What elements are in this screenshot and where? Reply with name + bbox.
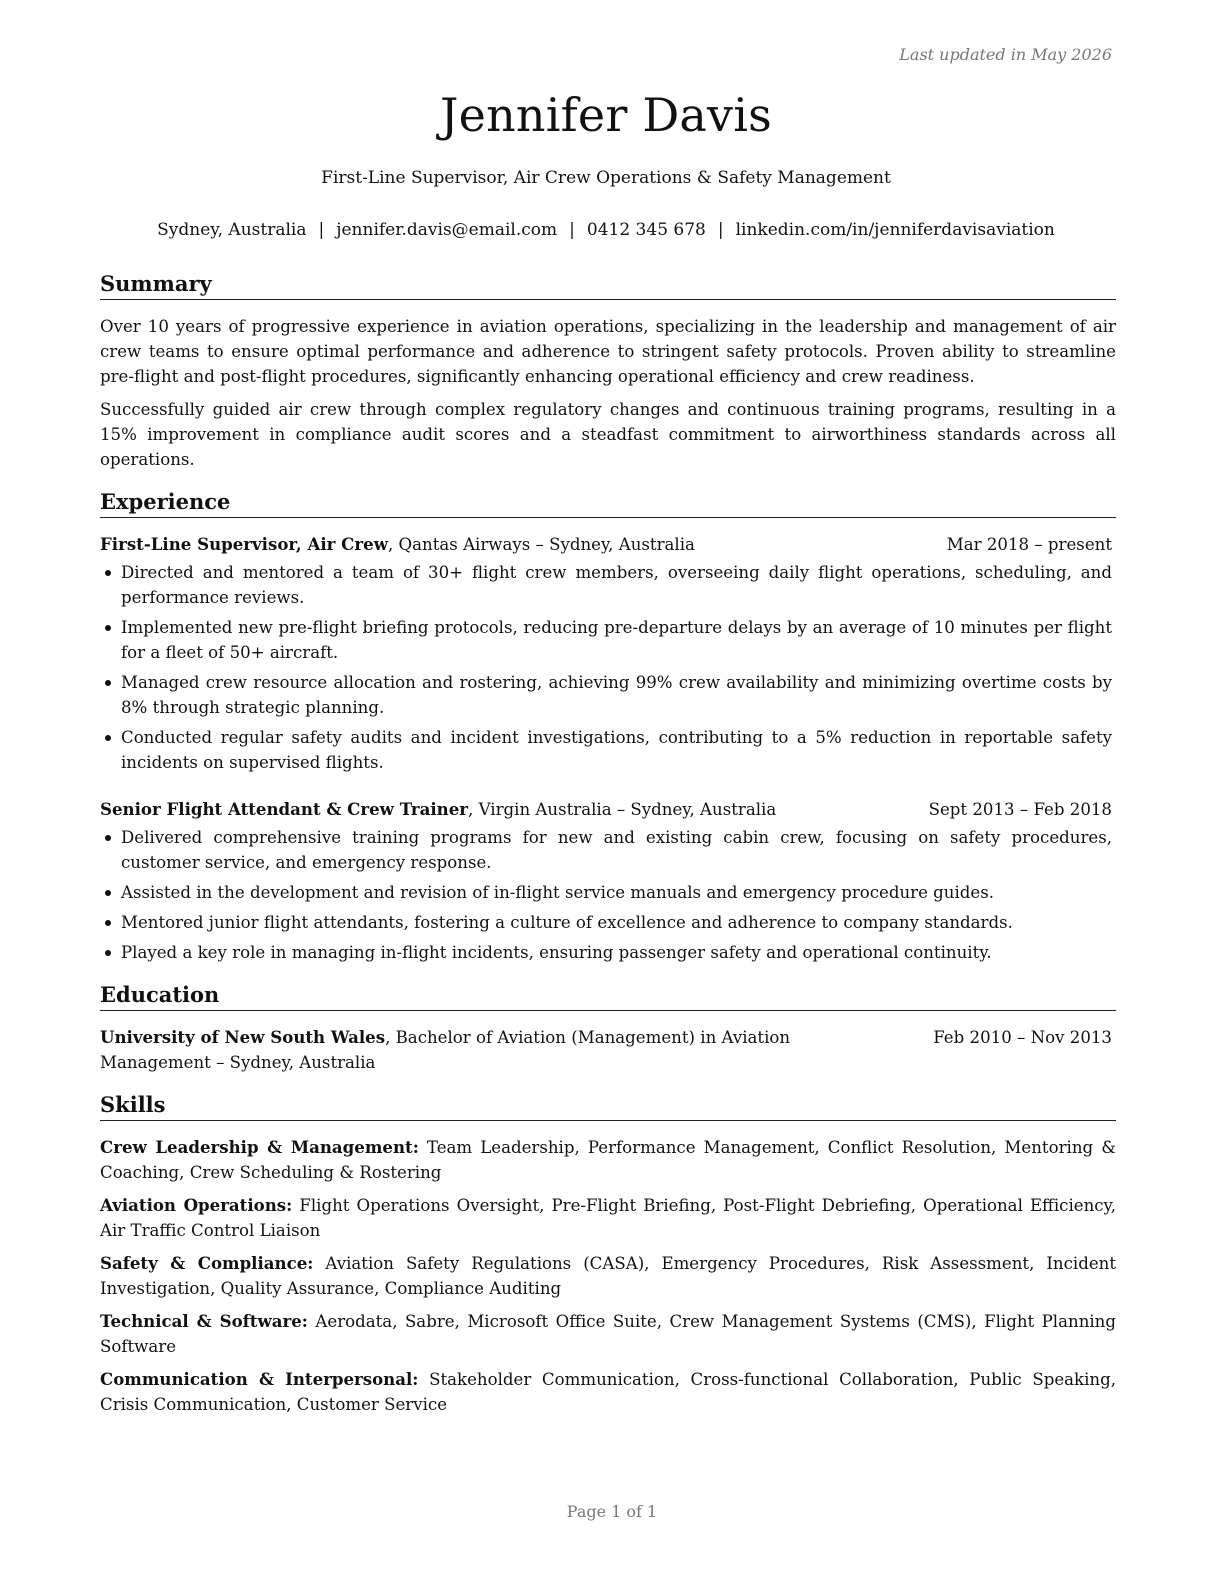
section-title-education: Education bbox=[100, 981, 1116, 1011]
education-dates: Feb 2010 – Nov 2013 bbox=[933, 1028, 1112, 1047]
list-item: Directed and mentored a team of 30+ flight crew members, overseeing daily flight operations, scheduling, and performance reviews. bbox=[100, 560, 1116, 610]
skill-items: Team Leadership, Performance Management, Conflict Resolution, Mentoring & Coaching, Crew Scheduling & Rostering bbox=[100, 1138, 1116, 1182]
skill-label: Crew Leadership & Management: bbox=[100, 1137, 419, 1157]
contact-linkedin[interactable]: linkedin.com/in/jenniferdavisaviation bbox=[735, 220, 1055, 240]
skill-items: Aviation Safety Regulations (CASA), Emergency Procedures, Risk Assessment, Incident Investigation, Quality Assurance, Compliance Auditing bbox=[100, 1254, 1116, 1298]
job-bullets bbox=[100, 560, 1116, 775]
education-section bbox=[100, 981, 1116, 1075]
headline: First-Line Supervisor, Air Crew Operations & Safety Management bbox=[321, 168, 891, 188]
list-item: Managed crew resource allocation and rostering, achieving 99% crew availability and minimizing overtime costs by 8% through strategic planning. bbox=[100, 670, 1116, 720]
contact-line bbox=[100, 220, 1112, 240]
resume-content bbox=[100, 270, 1116, 1417]
skill-items: Stakeholder Communication, Cross-functional Collaboration, Public Speaking, Crisis Communication, Customer Service bbox=[100, 1370, 1116, 1414]
job-dates: Sept 2013 – Feb 2018 bbox=[928, 800, 1112, 819]
summary-section bbox=[100, 270, 1116, 472]
contact-phone[interactable]: 0412 345 678 bbox=[586, 220, 706, 240]
summary-paragraph: Successfully guided air crew through complex regulatory changes and continuous training programs, resulting in a 15% improvement in compliance audit scores and a steadfast commitment to airworthiness standards across all operations. bbox=[100, 400, 1116, 469]
skill-group bbox=[100, 1193, 1116, 1243]
list-item: Delivered comprehensive training programs for new and existing cabin crew, focusing on safety procedures, customer service, and emergency response. bbox=[100, 825, 1116, 875]
education-degree: , Bachelor of Aviation (Management) in Aviation Management – Sydney, Australia bbox=[100, 1028, 791, 1072]
contact-separator: | bbox=[318, 220, 325, 240]
section-title-summary: Summary bbox=[100, 270, 1116, 300]
skill-label: Aviation Operations: bbox=[100, 1195, 293, 1215]
list-item: Implemented new pre-flight briefing protocols, reducing pre-departure delays by an average of 10 minutes per flight for a fleet of 50+ aircraft. bbox=[100, 615, 1116, 665]
list-item: Mentored junior flight attendants, fostering a culture of excellence and adherence to company standards. bbox=[100, 910, 1116, 935]
skill-label: Technical & Software: bbox=[100, 1311, 308, 1331]
list-item: Played a key role in managing in-flight incidents, ensuring passenger safety and operational continuity. bbox=[100, 940, 1116, 965]
job-bullets bbox=[100, 825, 1116, 965]
resume-page bbox=[100, 0, 1116, 1584]
candidate-name: Jennifer Davis bbox=[440, 88, 772, 142]
section-title-skills: Skills bbox=[100, 1091, 1116, 1121]
skill-group bbox=[100, 1309, 1116, 1359]
section-title-experience: Experience bbox=[100, 488, 1116, 518]
page-number: Page 1 of 1 bbox=[566, 1502, 658, 1521]
education-school: University of New South Wales bbox=[100, 1027, 386, 1047]
job-org: , Virgin Australia – Sydney, Australia bbox=[468, 800, 777, 819]
list-item: Assisted in the development and revision of in-flight service manuals and emergency procedure guides. bbox=[100, 880, 1116, 905]
job-header bbox=[100, 797, 1116, 822]
skill-items: Aerodata, Sabre, Microsoft Office Suite, Crew Management Systems (CMS), Flight Planning Software bbox=[100, 1312, 1116, 1356]
skill-label: Safety & Compliance: bbox=[100, 1253, 314, 1273]
job-role: Senior Flight Attendant & Crew Trainer bbox=[100, 799, 469, 819]
skill-group bbox=[100, 1135, 1116, 1185]
summary-paragraph: Over 10 years of progressive experience in aviation operations, specializing in the leadership and management of air crew teams to ensure optimal performance and adherence to stringent safety protocols. Proven ability to streamline pre-flight and post-flight procedures, significantly enhancing operational efficiency and crew readiness. bbox=[100, 317, 1116, 386]
contact-email[interactable]: jennifer.davis@email.com bbox=[336, 220, 558, 240]
skill-label: Communication & Interpersonal: bbox=[100, 1369, 419, 1389]
skills-section bbox=[100, 1091, 1116, 1417]
experience-section bbox=[100, 488, 1116, 965]
job-dates: Mar 2018 – present bbox=[946, 535, 1112, 554]
last-updated: Last updated in May 2026 bbox=[899, 45, 1112, 64]
list-item: Conducted regular safety audits and incident investigations, contributing to a 5% reduction in reportable safety incidents on supervised flights. bbox=[100, 725, 1116, 775]
job-role: First-Line Supervisor, Air Crew bbox=[100, 534, 388, 554]
contact-separator: | bbox=[717, 220, 724, 240]
contact-separator: | bbox=[569, 220, 575, 240]
job-header bbox=[100, 532, 1116, 557]
education-entry bbox=[100, 1025, 1116, 1075]
skill-group bbox=[100, 1251, 1116, 1301]
skill-group bbox=[100, 1367, 1116, 1417]
job-org: , Qantas Airways – Sydney, Australia bbox=[387, 535, 695, 554]
contact-location: Sydney, Australia bbox=[157, 220, 307, 240]
skill-items: Flight Operations Oversight, Pre-Flight Briefing, Post-Flight Debriefing, Operational Efficiency, Air Traffic Control Liaison bbox=[100, 1196, 1116, 1240]
